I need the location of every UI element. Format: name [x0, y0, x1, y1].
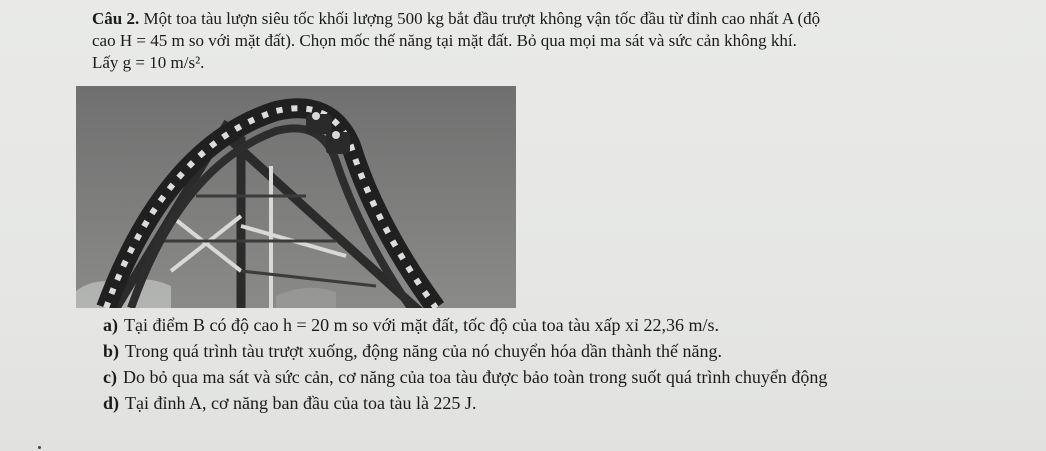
roller-coaster-photo	[76, 86, 516, 308]
answer-text: Tại điểm B có độ cao h = 20 m so với mặt đất, tốc độ của toa tàu xấp xỉ 22,36 m/s.	[124, 315, 720, 335]
roller-coaster-illustration	[76, 86, 516, 308]
question-line-3: Lấy g = 10 m/s².	[92, 53, 205, 72]
question-label: Câu 2.	[92, 9, 140, 28]
answer-d	[103, 390, 1046, 416]
answer-b	[103, 338, 1046, 364]
question-stem	[92, 8, 1042, 74]
answer-list	[103, 312, 1046, 416]
answer-text: Do bỏ qua ma sát và sức cản, cơ năng của toa tàu được bảo toàn trong suốt quá trình chuyển động	[122, 367, 828, 387]
ink-dot	[38, 446, 41, 449]
answer-a	[103, 312, 1046, 338]
answer-c	[103, 364, 1046, 390]
question-line-2: cao H = 45 m so với mặt đất). Chọn mốc thế năng tại mặt đất. Bỏ qua mọi ma sát và sức cản không khí.	[92, 31, 797, 50]
answer-letter: d)	[103, 393, 120, 413]
answer-letter: b)	[103, 341, 120, 361]
answer-text: Tại đỉnh A, cơ năng ban đầu của toa tàu là 225 J.	[125, 393, 477, 413]
answer-text: Trong quá trình tàu trượt xuống, động năng của nó chuyển hóa dần thành thế năng.	[125, 341, 723, 361]
answer-letter: c)	[103, 367, 117, 387]
question-text-1: Một toa tàu lượn siêu tốc khối lượng 500 kg bắt đầu trượt không vận tốc đầu từ đỉnh cao nhất A (độ	[143, 9, 821, 28]
answer-letter: a)	[103, 315, 118, 335]
question-line-1	[92, 8, 1042, 30]
